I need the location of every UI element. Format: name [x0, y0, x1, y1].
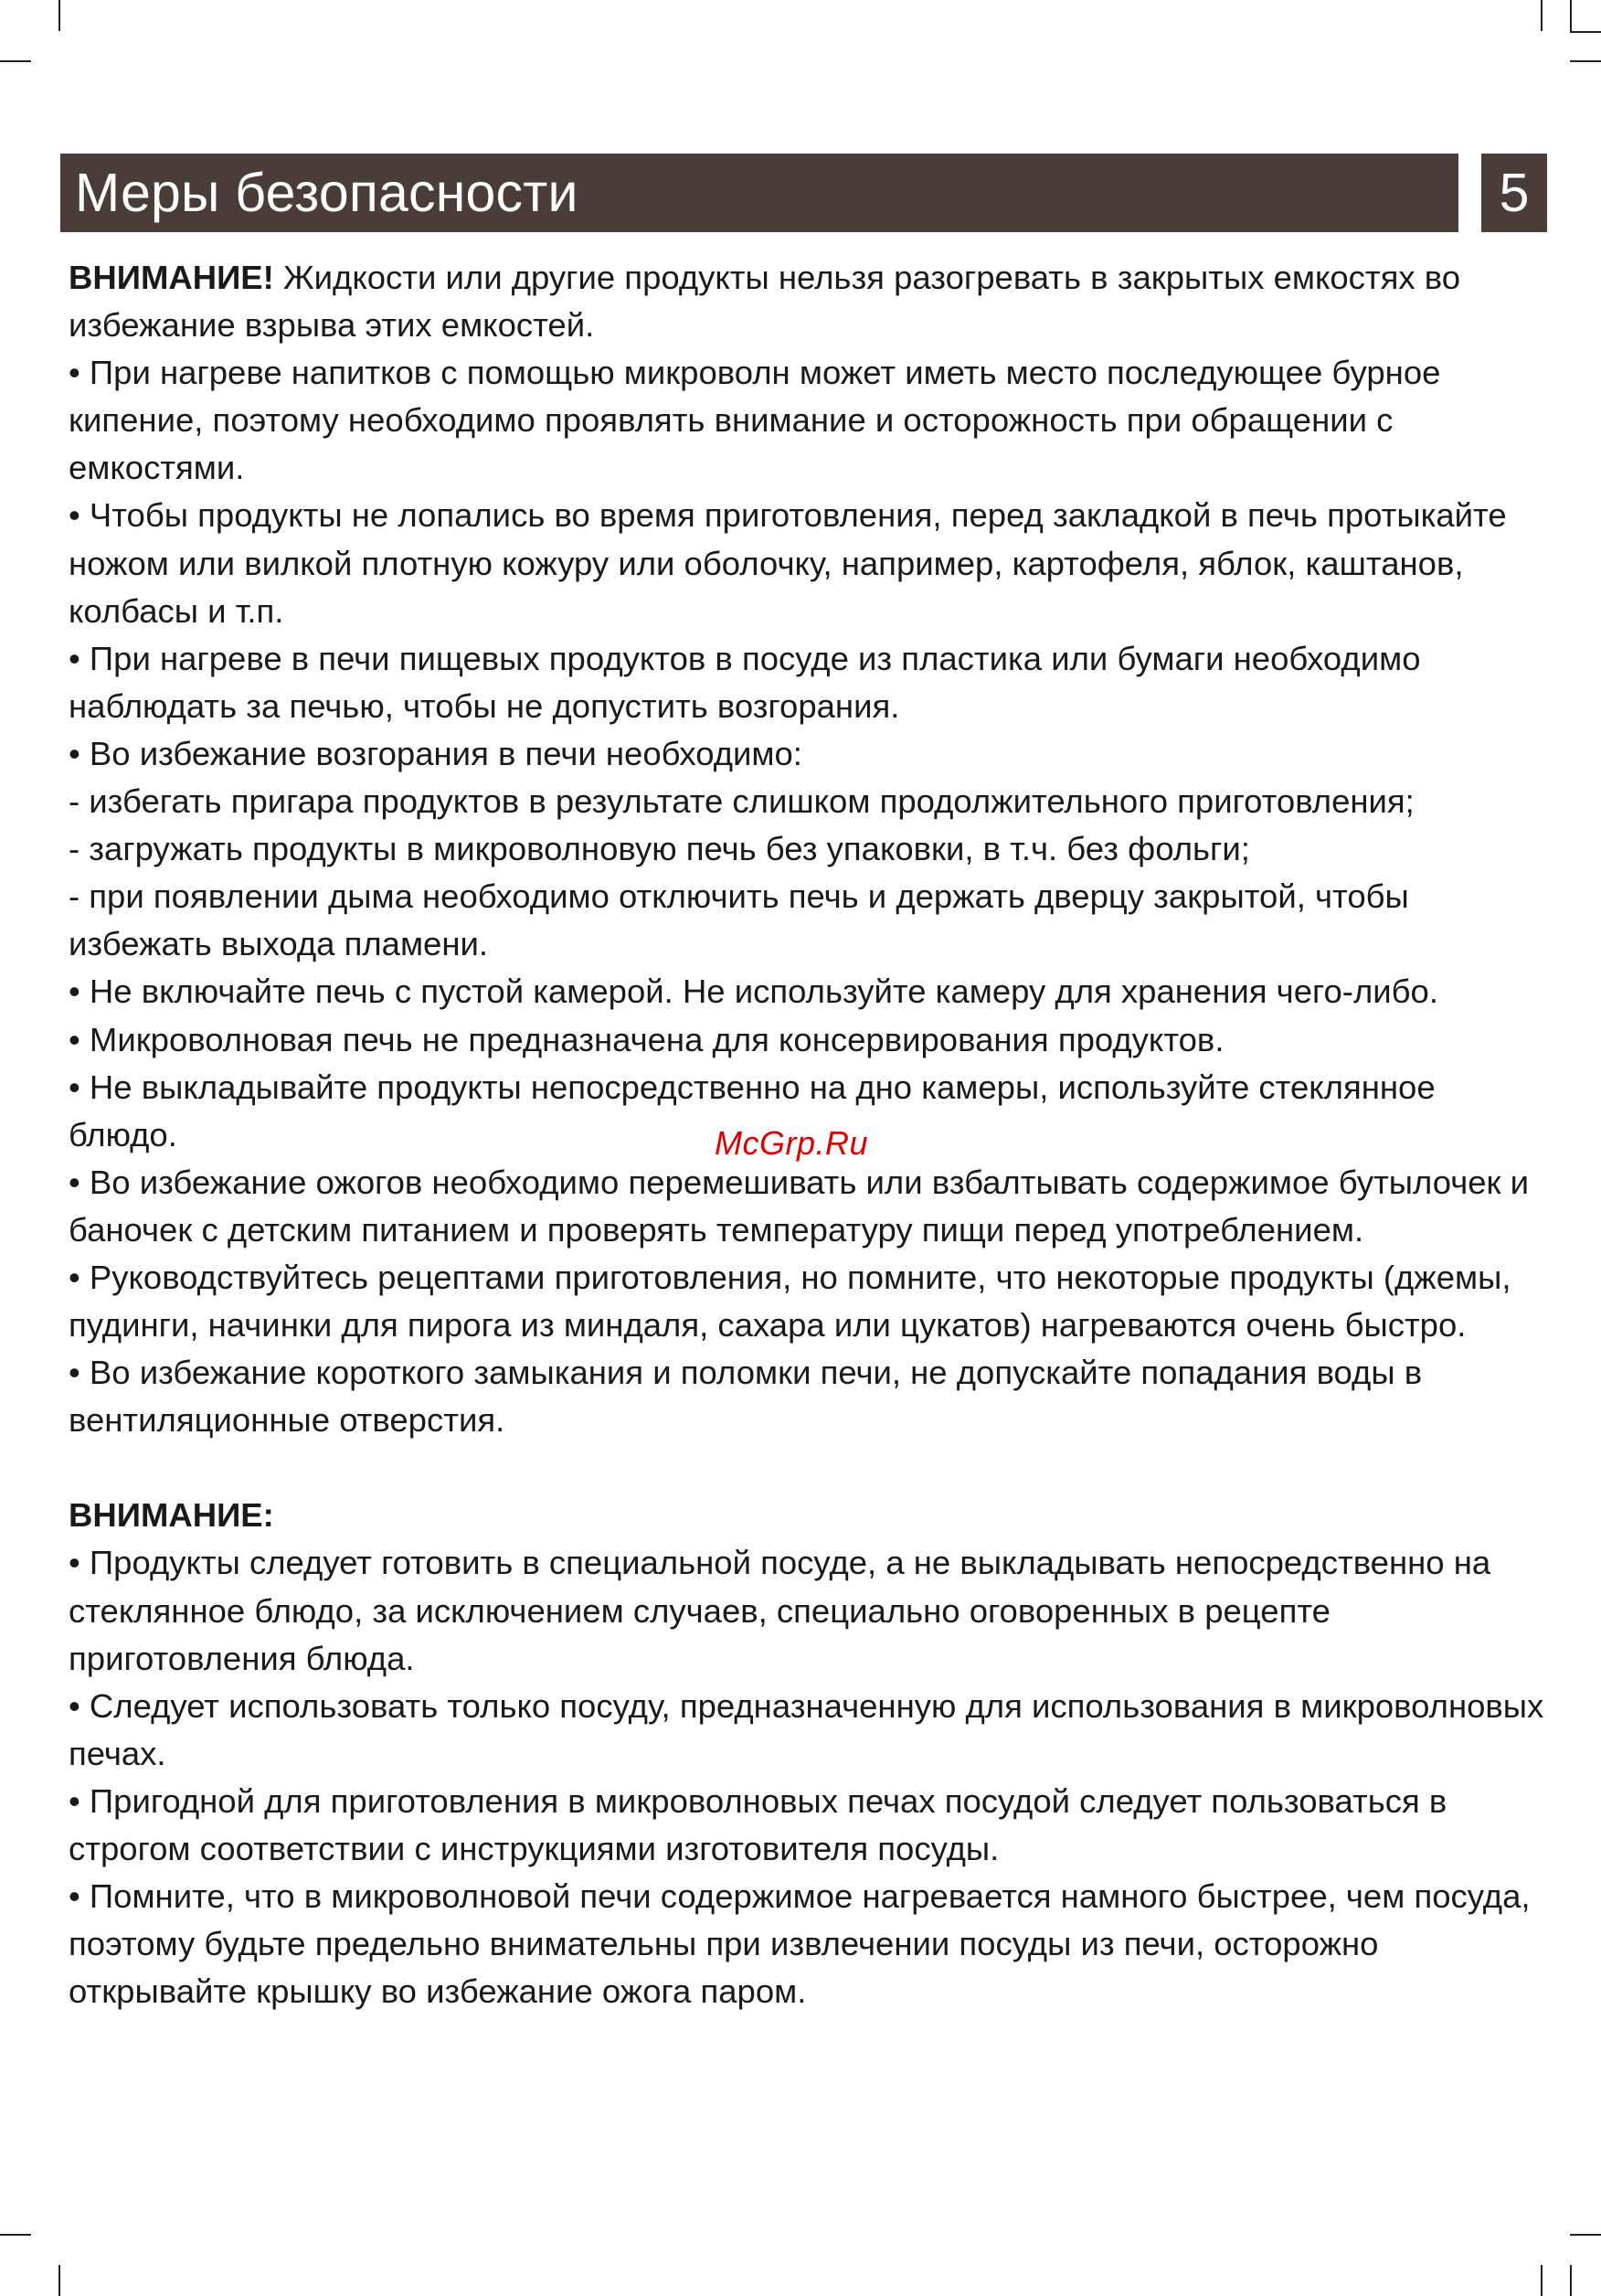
- list-item: - избегать пригара продуктов в результате слишком продолжительного приготовления;: [69, 782, 1415, 821]
- list-item: • Микроволновая печь не предназначена для консервирования продуктов.: [69, 1020, 1225, 1058]
- list-item: • Чтобы продукты не лопались во время приготовления, перед закладкой в печь протыкайте ножом или вилкой плотную кожуру или оболочку, например, картофеля, яблок, каштанов, колбасы и т.п.: [69, 496, 1507, 630]
- crop-mark: [1541, 2265, 1543, 2296]
- crop-mark: [1570, 2234, 1601, 2236]
- crop-mark: [58, 0, 60, 31]
- list-item: - загружать продукты в микроволновую печь без упаковки, в т.ч. без фольги;: [69, 830, 1250, 868]
- list-item: • Во избежание возгорания в печи необходимо:: [69, 734, 802, 772]
- list-item: • Пригодной для приготовления в микроволновых печах посудой следует пользоваться в строгом соответствии с инструкциями изготовителя посуды.: [69, 1781, 1447, 1867]
- list-item: • Продукты следует готовить в специальной посуде, а не выкладывать непосредственно на стеклянное блюдо, за исключением случаев, специально оговоренных в рецепте приготовления блюда.: [69, 1544, 1491, 1677]
- crop-mark: [1570, 60, 1601, 62]
- crop-mark: [0, 60, 31, 62]
- warning-label: ВНИМАНИЕ!: [69, 259, 274, 296]
- warning-intro: [69, 254, 1549, 349]
- crop-mark: [1541, 0, 1543, 31]
- list-item: • Во избежание короткого замыкания и поломки печи, не допускайте попадания воды в вентиляционные отверстия.: [69, 1354, 1423, 1440]
- list-item: - при появлении дыма необходимо отключить печь и держать дверцу закрытой, чтобы избежать выхода пламени.: [69, 877, 1409, 963]
- crop-mark: [0, 2234, 31, 2236]
- list-item: • Помните, что в микроволновой печи содержимое нагревается намного быстрее, чем посуда, поэтому будьте предельно внимательны при извлечении посуды из печи, осторожно открывайте крышку во избежание ожога паром.: [69, 1877, 1531, 2011]
- spacer: [69, 1444, 1549, 1492]
- crop-mark: [58, 2265, 60, 2296]
- watermark: McGrp.Ru: [715, 1124, 869, 1162]
- list-item: • Во избежание ожогов необходимо перемешивать или взбалтывать содержимое бутылочек и баночек с детским питанием и проверять температуру пищи перед употреблением.: [69, 1163, 1530, 1249]
- list-item: • При нагреве в печи пищевых продуктов в посуде из пластика или бумаги необходимо наблюдать за печью, чтобы не допустить возгорания.: [69, 639, 1421, 725]
- warning-text: Жидкости или другие продукты нельзя разогревать в закрытых емкостях во избежание взрыва этих емкостей.: [69, 259, 1461, 345]
- list-item: • Не включайте печь с пустой камерой. Не используйте камеру для хранения чего-либо.: [69, 973, 1438, 1011]
- crop-mark: [1570, 31, 1601, 33]
- crop-mark: [1570, 2265, 1572, 2296]
- list-item: • Не выкладывайте продукты непосредственно на дно камеры, используйте стеклянное блюдо.: [69, 1068, 1436, 1153]
- page-number: 5: [1499, 162, 1530, 223]
- page-number-box: [1481, 154, 1547, 232]
- page-title: Меры безопасности: [75, 162, 578, 223]
- list-item: • При нагреве напитков с помощью микроволн может иметь место последующее бурное кипение, поэтому необходимо проявлять внимание и осторожность при обращении с емкостями.: [69, 354, 1441, 487]
- list-item: • Руководствуйтесь рецептами приготовления, но помните, что некоторые продукты (джемы, пудинги, начинки для пирога из миндаля, сахара или цукатов) нагреваются очень быстро.: [69, 1258, 1511, 1345]
- warning-heading: ВНИМАНИЕ:: [69, 1496, 274, 1535]
- section-header: [60, 154, 1458, 232]
- list-item: • Следует использовать только посуду, предназначенную для использования в микроволновых печах.: [69, 1686, 1544, 1772]
- crop-mark: [1570, 0, 1572, 31]
- section-heading: [69, 1492, 1549, 1539]
